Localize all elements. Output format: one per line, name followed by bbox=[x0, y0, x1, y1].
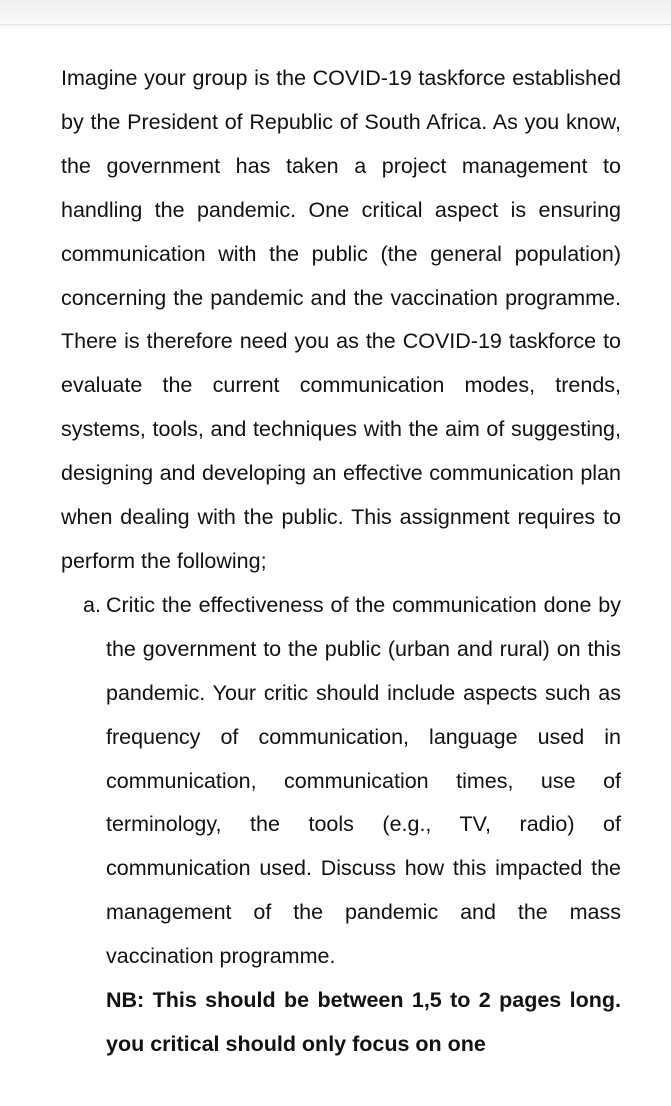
intro-paragraph: Imagine your group is the COVID-19 taskforce established by the President of Republic of South Africa. As you know, the government has taken a project management to handling the pandemic. One critical aspect is ensuring communication with the public (the general population) concerning the pandemic and the vaccination programme. There is therefore need you as the COVID-19 taskforce to evaluate the current communication modes, trends, systems, tools, and techniques with the aim of suggesting, designing and developing an effective communication plan when dealing with the public. This assignment requires to perform the following; bbox=[61, 66, 621, 573]
list-item bbox=[61, 584, 621, 979]
list-item-text: Critic the effectiveness of the communication done by the government to the public (urban and rural) on this pandemic. Your critic should include aspects such as frequency of communication, language used in communication, communication times, use of terminology, the tools (e.g., TV, radio) of communication used. Discuss how this impacted the management of the pandemic and the mass vaccination programme. bbox=[106, 592, 621, 969]
note-text: NB: This should be between 1,5 to 2 pages long. you critical should only focus on one bbox=[106, 988, 621, 1056]
document-body bbox=[61, 57, 621, 1067]
list-marker: a. bbox=[83, 592, 101, 617]
task-list bbox=[61, 584, 621, 979]
top-toolbar-shadow bbox=[0, 0, 671, 25]
